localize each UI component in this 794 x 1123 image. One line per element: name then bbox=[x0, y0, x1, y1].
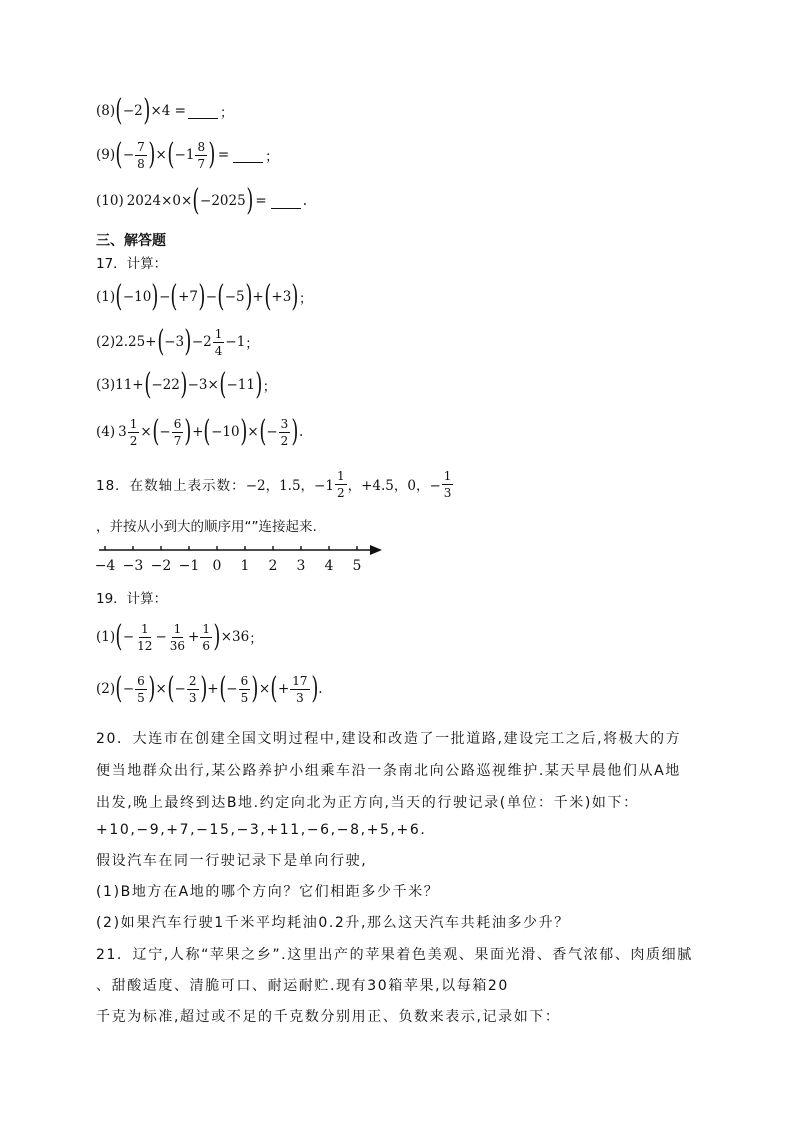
part-label: (4) bbox=[96, 424, 116, 440]
q19-part-1: (1) ( − $\frac{1}{12}$ − $\frac{1}{36}$ + $\frac{1}{6}$ ) ×36 ； bbox=[96, 619, 263, 654]
item-label: (10) bbox=[96, 193, 124, 209]
part-label: (2) bbox=[96, 334, 116, 350]
arrow-right-icon bbox=[370, 545, 382, 555]
times-sign: × bbox=[155, 147, 167, 163]
fraction: $\frac{17}{3}$ bbox=[292, 673, 308, 705]
fraction: $\frac{8}{7}$ bbox=[197, 139, 206, 171]
answer-blank[interactable] bbox=[233, 148, 263, 163]
item-label: (9) bbox=[96, 147, 116, 163]
expression: −1 bbox=[225, 334, 246, 350]
number-line-label: −1 bbox=[178, 558, 200, 574]
q17-part-2: (2) 2.25+ ( −3 ) −2 $\frac{1}{4}$ −1 ； bbox=[96, 324, 259, 359]
operand: −5 bbox=[224, 289, 245, 305]
punct: ； bbox=[299, 291, 313, 307]
minus-sign: − bbox=[174, 147, 186, 163]
q21-line-2: 、甜酸适度、清脆可口、耐运耐贮.现有30箱苹果,以每箱20 bbox=[96, 978, 509, 994]
expression: ×36 bbox=[220, 629, 250, 645]
answer-blank[interactable] bbox=[271, 194, 301, 209]
punct: ； bbox=[265, 149, 279, 165]
minus-sign: − bbox=[266, 424, 278, 440]
operator: − bbox=[159, 289, 171, 305]
punct: . bbox=[299, 424, 304, 440]
part-label: (3) bbox=[96, 377, 116, 393]
q20-line-1: 20．大连市在创建全国文明过程中,建设和改造了一批道路,建设完工之后,将极大的方 bbox=[96, 731, 682, 747]
operand: −22 bbox=[151, 377, 180, 393]
operand: −2 bbox=[122, 103, 143, 119]
expression: 11+ bbox=[115, 377, 144, 393]
item-label: (8) bbox=[96, 103, 116, 119]
plus-sign: + bbox=[192, 424, 204, 440]
minus-sign: − bbox=[122, 681, 135, 697]
fraction: $\frac{3}{2}$ bbox=[280, 416, 289, 448]
fraction: $\frac{6}{7}$ bbox=[173, 416, 182, 448]
fraction: $\frac{1}{36}$ bbox=[169, 621, 186, 653]
times-sign: × bbox=[140, 424, 152, 440]
q20-line-3: 出发,晚上最终到达B地.约定向北为正方向,当天的行驶记录(单位：千米)如下： bbox=[96, 795, 639, 811]
question-19-title: 19．计算： bbox=[96, 591, 168, 607]
expression: 2024×0× bbox=[126, 193, 193, 209]
q17-part-3: (3) 11+ ( −22 ) −3× ( −11 ) ； bbox=[96, 367, 277, 402]
expression: −2 bbox=[191, 334, 212, 350]
answer-blank[interactable] bbox=[188, 104, 218, 119]
operand: −3 bbox=[164, 334, 185, 350]
question-18-line-2: ，并按从小到大的顺序用“”连接起来. bbox=[96, 519, 317, 535]
number-line-label: 0 bbox=[212, 558, 222, 574]
number-line-svg bbox=[96, 538, 386, 578]
item-9: (9) ( − $\frac{7}{8}$ ) × ( − 1 $\frac{8}{7}$ ) = ； bbox=[96, 137, 279, 172]
number-line-label: 1 bbox=[240, 558, 250, 574]
fraction: $\frac{6}{5}$ bbox=[137, 673, 145, 705]
number-line-label: −4 bbox=[96, 558, 116, 574]
times-sign: × bbox=[258, 681, 271, 697]
minus-sign: − bbox=[226, 681, 238, 697]
punct: ； bbox=[249, 631, 263, 647]
number-line-label: −3 bbox=[122, 558, 144, 574]
q20-line-5: 假设汽车在同一行驶记录下是单向行驶, bbox=[96, 853, 368, 869]
fraction: $\frac{6}{5}$ bbox=[240, 673, 249, 705]
value-list: −2，1.5，−1 bbox=[245, 478, 334, 494]
punct: ； bbox=[262, 379, 277, 395]
times-sign: × bbox=[247, 424, 259, 440]
minus-sign: − bbox=[155, 629, 167, 645]
minus-sign: − bbox=[122, 629, 135, 645]
operand: −10 bbox=[211, 424, 240, 440]
q20-part-1: (1)B地方在A地的哪个方向？它们相距多少千米？ bbox=[96, 884, 440, 900]
fraction: $\frac{1}{6}$ bbox=[202, 621, 210, 653]
punct: . bbox=[302, 193, 308, 209]
fraction: $\frac{1}{2}$ bbox=[129, 416, 138, 448]
fraction: $\frac{1}{2}$ bbox=[336, 468, 345, 500]
part-label: (1) bbox=[96, 629, 116, 645]
equals-sign: = bbox=[255, 193, 267, 209]
number-line-label: 2 bbox=[268, 558, 278, 574]
item-10: (10) 2024×0× ( −2025 ) = . bbox=[96, 183, 308, 218]
minus-sign: − bbox=[122, 147, 135, 163]
operand: +7 bbox=[178, 289, 198, 305]
question-17-title: 17．计算： bbox=[96, 256, 168, 272]
number-line-label: 5 bbox=[352, 558, 362, 574]
q21-line-3: 千克为标准,超过或不足的千克数分别用正、负数来表示,记录如下： bbox=[96, 1009, 561, 1025]
part-label: (1) bbox=[96, 289, 116, 305]
number-line bbox=[96, 538, 386, 578]
punct: . bbox=[318, 681, 323, 697]
expression: 2.25+ bbox=[115, 334, 157, 350]
part-label: (2) bbox=[96, 681, 116, 697]
punct: ； bbox=[219, 105, 234, 121]
q19-part-2: (2) ( − $\frac{6}{5}$ ) × ( − $\frac{2}{3}$ ) + ( − $\frac{6}{5}$ ) × ( + $\frac{17}{3}$ ) . bbox=[96, 671, 323, 706]
punct: ； bbox=[245, 336, 259, 352]
times-sign: × bbox=[155, 681, 167, 697]
plus-sign: + bbox=[207, 681, 219, 697]
q21-line-1: 21．辽宁,人称“苹果之乡”.这里出产的苹果着色美观、果面光滑、香气浓郁、肉质细腻 bbox=[96, 947, 693, 963]
q20-line-2: 便当地群众出行,某公路养护小组乘车沿一条南北向公路巡视维护.某天早晨他们从A地 bbox=[96, 763, 681, 779]
plus-sign: + bbox=[188, 629, 200, 645]
q20-records: +10,−9,+7,−15,−3,+11,−6,−8,+5,+6. bbox=[96, 822, 427, 838]
fraction: $\frac{1}{12}$ bbox=[137, 621, 153, 653]
fraction: $\frac{7}{8}$ bbox=[137, 139, 145, 171]
q17-part-4: (4) 3 $\frac{1}{2}$ × ( − $\frac{6}{7}$ ) + ( −10 ) × ( − $\frac{3}{2}$ ) . bbox=[96, 414, 304, 449]
expression: −3× bbox=[187, 377, 219, 393]
operand: −10 bbox=[122, 289, 152, 305]
minus-sign: − bbox=[174, 681, 186, 697]
q20-part-2: (2)如果汽车行驶1千米平均耗油0.2升,那么这天汽车共耗油多少升？ bbox=[96, 915, 570, 931]
q17-part-1: (1) ( −10 ) − ( +7 ) − ( −5 ) + ( +3 ) ； bbox=[96, 279, 313, 314]
operator: − bbox=[205, 289, 218, 305]
whole-part: 1 bbox=[185, 147, 195, 163]
plus-sign: + bbox=[277, 681, 290, 697]
minus-sign: − bbox=[159, 424, 171, 440]
operand: +3 bbox=[271, 289, 292, 305]
operand: −11 bbox=[226, 377, 255, 393]
section-title: 三、解答题 bbox=[96, 233, 166, 249]
whole-part: 3 bbox=[118, 424, 127, 440]
question-title: 18．在数轴上表示数： bbox=[96, 478, 246, 494]
question-18-line-1 bbox=[96, 464, 454, 504]
fraction: $\frac{1}{4}$ bbox=[214, 326, 223, 358]
fraction: $\frac{2}{3}$ bbox=[188, 673, 197, 705]
operator-text: ×4 = bbox=[150, 103, 186, 119]
value-list: ，+4.5，0，− bbox=[347, 478, 441, 494]
operator: + bbox=[252, 289, 264, 305]
equals-sign: = bbox=[217, 147, 230, 163]
number-line-label: 3 bbox=[296, 558, 306, 574]
item-8: (8) ( −2 ) ×4 = ； bbox=[96, 93, 234, 128]
number-line-label: 4 bbox=[324, 558, 334, 574]
number-line-label: −2 bbox=[150, 558, 172, 574]
operand: −2025 bbox=[200, 193, 246, 209]
fraction: $\frac{1}{3}$ bbox=[443, 468, 452, 500]
